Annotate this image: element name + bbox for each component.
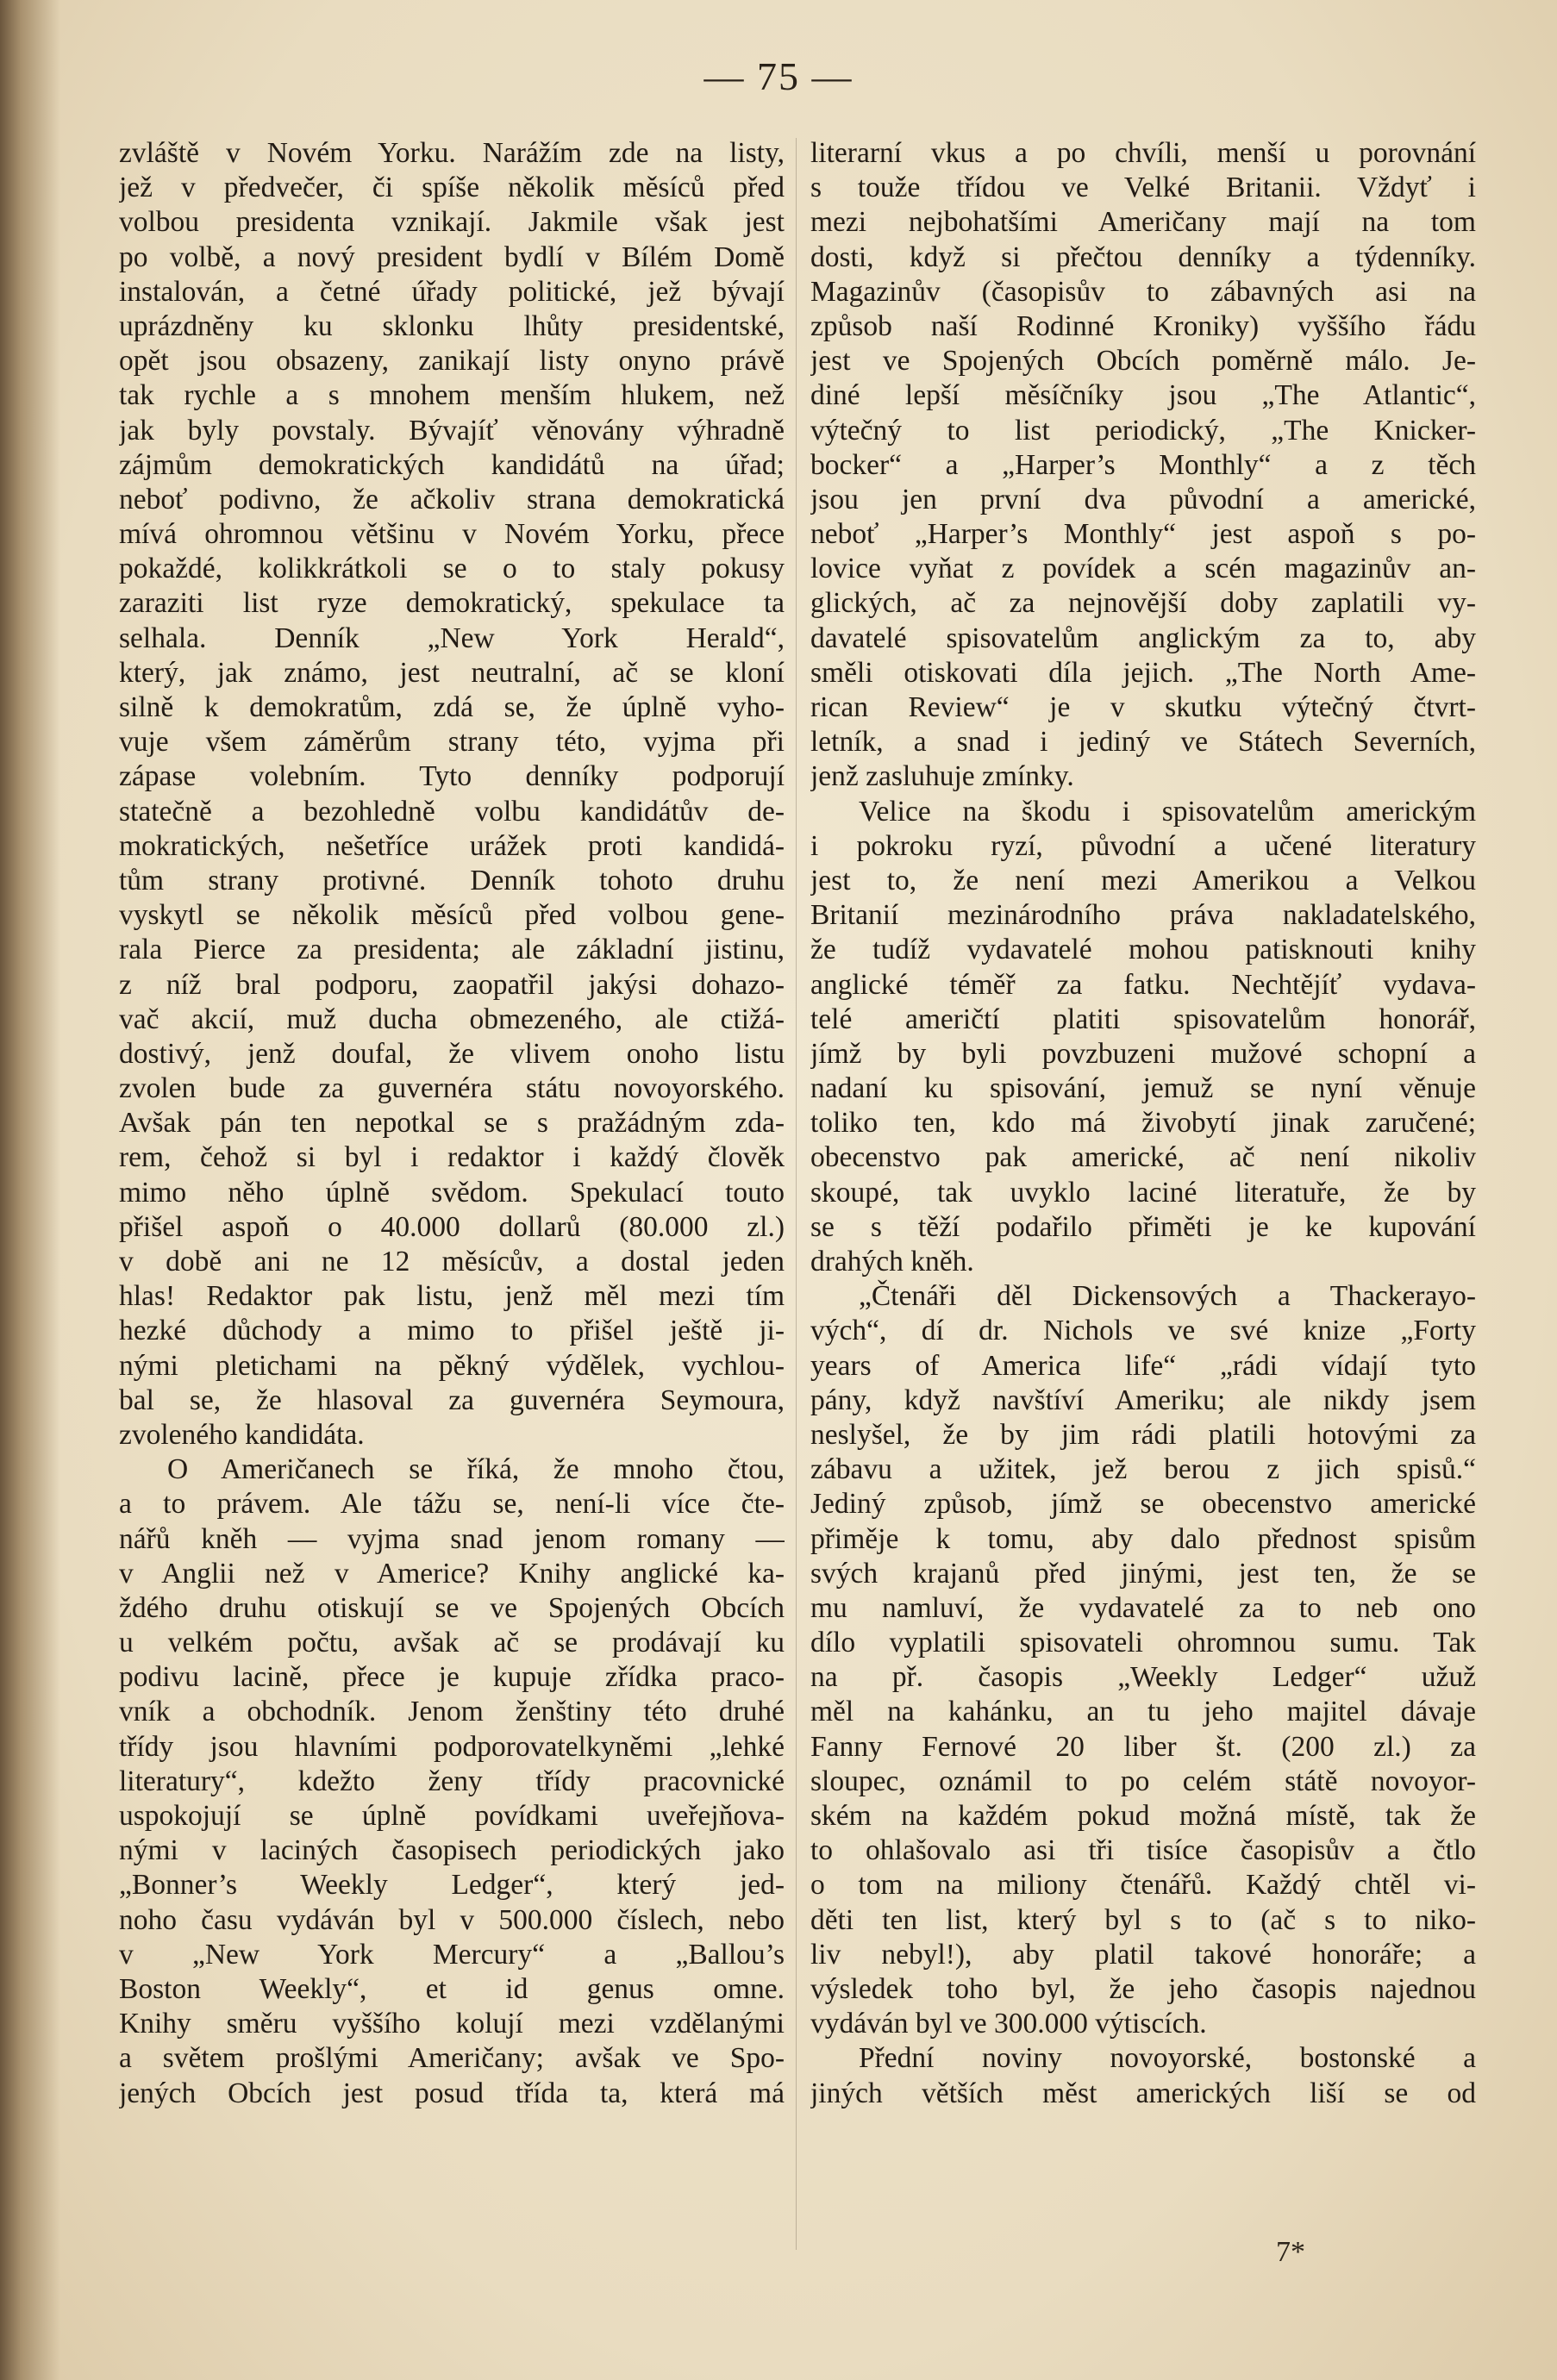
text-line: toliko ten, kdo má živobytí jinak zaručené;	[810, 1107, 1476, 1140]
text-line: výtečný to list periodický, „The Knicker-	[810, 414, 1476, 447]
text-line: i pokroku ryzí, původní a učené literatury	[810, 829, 1476, 862]
text-line: ždého druhu otiskují se ve Spojených Obcích	[119, 1591, 785, 1624]
text-line: jak byly povstaly. Bývajíť věnovány výhradně	[119, 414, 785, 447]
text-line: rican Review“ je v skutku výtečný čtvrt-	[810, 691, 1476, 723]
text-line: pokaždé, kolikkrátkoli se o to staly pokusy	[119, 553, 785, 585]
text-line: telé američtí platiti spisovatelům honorář,	[810, 1003, 1476, 1035]
text-line: na př. časopis „Weekly Ledger“ užuž	[810, 1661, 1476, 1694]
text-line: zvláště v Novém Yorku. Narážím zde na listy,	[119, 137, 785, 169]
text-line: selhala. Denník „New York Herald“,	[119, 622, 785, 654]
text-line: Knihy směru vyššího kolují mezi vzdělanými	[119, 2008, 785, 2040]
text-line: nářů kněh — vyjma snad jenom romany —	[119, 1522, 785, 1555]
text-line: literarní vkus a po chvíli, menší u porovnání	[810, 137, 1476, 169]
text-line: po volbě, a nový president bydlí v Bílém Domě	[119, 240, 785, 273]
text-line: neboť podivno, že ačkoliv strana demokratická	[119, 483, 785, 515]
text-line: Avšak pán ten nepotkal se s pražádným zda-	[119, 1107, 785, 1140]
text-line: přiměje k tomu, aby dalo přednost spisům	[810, 1522, 1476, 1555]
text-line: jenž zasluhuje zmínky.	[810, 760, 1074, 793]
text-line: to ohlašovalo asi tři tisíce časopisův a čtlo	[810, 1834, 1476, 1867]
text-line: děti ten list, který byl s to (ač s to niko-	[810, 1903, 1476, 1936]
text-line: jímž by byli povzbuzeni mužové schopní a	[810, 1037, 1476, 1070]
text-line: výsledek toho byl, že jeho časopis najednou	[810, 1972, 1476, 2005]
text-line: který, jak známo, jest neutralní, ač se kloní	[119, 656, 785, 689]
text-line: volbou presidenta vznikají. Jakmile však jest	[119, 206, 785, 239]
text-line: O Američanech se říká, že mnoho čtou,	[167, 1453, 785, 1486]
text-line: neboť „Harper’s Monthly“ jest aspoň s po-	[810, 518, 1476, 551]
text-line: Britanií mezinárodního práva nakladatelského,	[810, 899, 1476, 932]
text-line: sloupec, oznámil to po celém státě novoyor-	[810, 1765, 1476, 1797]
text-line: Velice na škodu i spisovatelům americkým	[859, 795, 1476, 828]
text-line: hezké důchody a mimo to přišel ještě ji-	[119, 1315, 785, 1347]
text-line: obecenstvo pak americké, ač není nikoliv	[810, 1141, 1476, 1174]
text-line: zájmům demokratických kandidátů na úřad;	[119, 448, 785, 481]
text-line: liv nebyl!), aby platil takové honoráře; a	[810, 1938, 1476, 1971]
text-line: rem, čehož si byl i redaktor i každý člověk	[119, 1141, 785, 1174]
text-line: anglické téměř za fatku. Nechtějíť vydava-	[810, 968, 1476, 1001]
text-line: ském na každém pokud možná místě, tak že	[810, 1800, 1476, 1832]
text-line: uspokojují se úplně povídkami uveřejňova-	[119, 1800, 785, 1832]
text-line: tak rychle a s mnohem menším hlukem, než	[119, 379, 785, 412]
text-line: svých krajanů před jinými, jest ten, že se	[810, 1557, 1476, 1590]
text-line: měl na kahánku, an tu jeho majitel dávaje	[810, 1696, 1476, 1728]
text-line: jených Obcích jest posud třída ta, která má	[119, 2077, 785, 2109]
text-line: nými pletichami na pěkný výdělek, vychlou-	[119, 1349, 785, 1382]
text-line: mu namluví, že vydavatelé za to neb ono	[810, 1591, 1476, 1624]
text-line: zábavu a užitek, jež berou z jich spisů.“	[810, 1453, 1476, 1486]
text-line: mimo něho úplně svědom. Spekulací touto	[119, 1176, 785, 1209]
text-line: o tom na miliony čtenářů. Každý chtěl vi-	[810, 1869, 1476, 1902]
signature-mark: 7*	[1276, 2236, 1305, 2268]
text-line: v době ani ne 12 měsícův, a dostal jeden	[119, 1246, 785, 1277]
text-line: „Bonner’s Weekly Ledger“, který jed-	[119, 1869, 785, 1902]
text-line: a to právem. Ale tážu se, není-li více čte-	[119, 1488, 785, 1521]
text-line: jsou jen první dva původní a americké,	[810, 483, 1476, 515]
text-line: letník, a snad i jediný ve Státech Severních,	[810, 726, 1476, 759]
page-number: — 75 —	[703, 54, 854, 98]
text-line: že tudíž vydavatelé mohou patisknouti knihy	[810, 934, 1476, 966]
text-line: silně k demokratům, zdá se, že úplně vyho-	[119, 691, 785, 723]
text-line: skoupé, tak uvyklo laciné literatuře, že by	[810, 1176, 1476, 1209]
text-line: bal se, že hlasoval za guvernéra Seymoura,	[119, 1384, 785, 1416]
text-line: se s těží podařilo přiměti je ke kupování	[810, 1210, 1476, 1243]
text-line: dílo vyplatili spisovateli ohromnou sumu. Tak	[810, 1627, 1476, 1659]
text-line: Fanny Fernové 20 liber št. (200 zl.) za	[810, 1730, 1476, 1763]
text-line: dosti, když si přečtou denníky a týdenníky.	[810, 240, 1476, 273]
text-line: uprázdněny ku sklonku lhůty presidentské,	[119, 309, 785, 342]
text-line: literatury“, kdežto ženy třídy pracovnické	[119, 1765, 785, 1797]
text-line: opět jsou obsazeny, zanikají listy onyno právě	[119, 345, 785, 378]
right-column	[810, 136, 1476, 2111]
text-line: vuje všem záměrům strany této, vyjma při	[119, 726, 785, 759]
text-line: nadaní ku spisování, jemuž se nyní věnuje	[810, 1072, 1476, 1105]
text-line: pány, když navštíví Ameriku; ale nikdy jsem	[810, 1384, 1476, 1416]
text-line: jest ve Spojených Obcích poměrně málo. Je-	[810, 345, 1476, 378]
text-line: vník a obchodník. Jenom ženštiny této druhé	[119, 1696, 785, 1728]
text-line: statečně a bezohledně volbu kandidátův de-	[119, 795, 785, 828]
text-line: lovice vyňat z povídek a scén magazinův an-	[810, 553, 1476, 585]
text-line: v Anglii než v Americe? Knihy anglické ka-	[119, 1557, 785, 1590]
binding-shadow	[0, 0, 60, 2380]
text-line: zvolen bude za guvernéra státu novoyorského.	[119, 1072, 785, 1105]
text-line: zaraziti list ryze demokratický, spekulace ta	[119, 587, 785, 620]
text-line: třídy jsou hlavními podporovatelkyněmi „lehké	[119, 1730, 785, 1763]
text-line: vyskytl se několik měsíců před volbou gene-	[119, 899, 785, 932]
text-line: mezi nejbohatšími Američany mají na tom	[810, 206, 1476, 239]
text-line: neslyšel, že by jim rádi platili hotovými za	[810, 1418, 1476, 1451]
text-line: směli otiskovati díla jejich. „The North Ame-	[810, 656, 1476, 689]
text-line: podivu lacině, přece je kupuje zřídka praco-	[119, 1661, 785, 1694]
text-line: s touže třídou ve Velké Britanii. Vždyť i	[810, 172, 1476, 204]
text-line: Jediný způsob, jímž se obecenstvo americké	[810, 1488, 1476, 1521]
text-line: a světem prošlými Američany; avšak ve Spo-	[119, 2042, 785, 2075]
text-line: vých“, dí dr. Nichols ve své knize „Forty	[810, 1315, 1476, 1347]
text-line: jest to, že není mezi Amerikou a Velkou	[810, 864, 1476, 896]
text-line: mokratických, nešetříce urážek proti kandidá-	[119, 829, 785, 862]
text-line: tům strany protivné. Denník tohoto druhu	[119, 864, 785, 896]
text-line: dostivý, jenž doufal, že vlivem onoho listu	[119, 1037, 785, 1070]
text-line: způsob naší Rodinné Kroniky) vyššího řádu	[810, 309, 1476, 342]
text-line: instalován, a četné úřady politické, jež bývají	[119, 275, 785, 308]
text-line: v „New York Mercury“ a „Ballou’s	[119, 1938, 785, 1971]
text-line: vač akcií, muž ducha obmezeného, ale ctižá-	[119, 1003, 785, 1035]
text-line: „Čtenáři děl Dickensových a Thackerayo-	[859, 1280, 1476, 1313]
text-line: davatelé spisovatelům anglickým za to, aby	[810, 622, 1476, 654]
text-line: hlas! Redaktor pak listu, jenž měl mezi tím	[119, 1280, 785, 1313]
text-line: bocker“ a „Harper’s Monthly“ a z těch	[810, 448, 1476, 481]
text-line: přišel aspoň o 40.000 dollarů (80.000 zl.)	[119, 1210, 785, 1243]
text-line: zápase volebním. Tyto denníky podporují	[119, 760, 785, 793]
text-line: nými v laciných časopisech periodických jako	[119, 1834, 785, 1867]
text-line: noho času vydáván byl v 500.000 číslech, nebo	[119, 1903, 785, 1936]
text-line: jež v předvečer, či spíše několik měsíců před	[119, 172, 785, 204]
text-line: u velkém počtu, avšak ač se prodávají ku	[119, 1627, 785, 1659]
text-line: Magazinův (časopisův to zábavných asi na	[810, 275, 1476, 308]
left-column	[119, 136, 785, 2111]
text-line: Přední noviny novoyorské, bostonské a	[859, 2042, 1476, 2075]
text-line: years of America life“ „rádi vídají tyto	[810, 1349, 1476, 1382]
text-line: zvoleného kandidáta.	[119, 1418, 365, 1451]
text-line: Boston Weekly“, et id genus omne.	[119, 1972, 785, 2005]
text-line: drahých kněh.	[810, 1246, 974, 1277]
text-line: z níž bral podporu, zaopatřil jakýsi dohazo-	[119, 968, 785, 1001]
text-line: diné lepší měsíčníky jsou „The Atlantic“,	[810, 379, 1476, 412]
text-line: glických, ač za nejnovější doby zaplatili vy-	[810, 587, 1476, 620]
column-divider	[796, 138, 797, 2250]
text-line: vydáván byl ve 300.000 výtiscích.	[810, 2008, 1207, 2040]
text-line: rala Pierce za presidenta; ale základní jistinu,	[119, 934, 785, 966]
text-line: mívá ohromnou většinu v Novém Yorku, přece	[119, 518, 785, 551]
text-line: jiných větších měst amerických liší se od	[810, 2077, 1476, 2109]
